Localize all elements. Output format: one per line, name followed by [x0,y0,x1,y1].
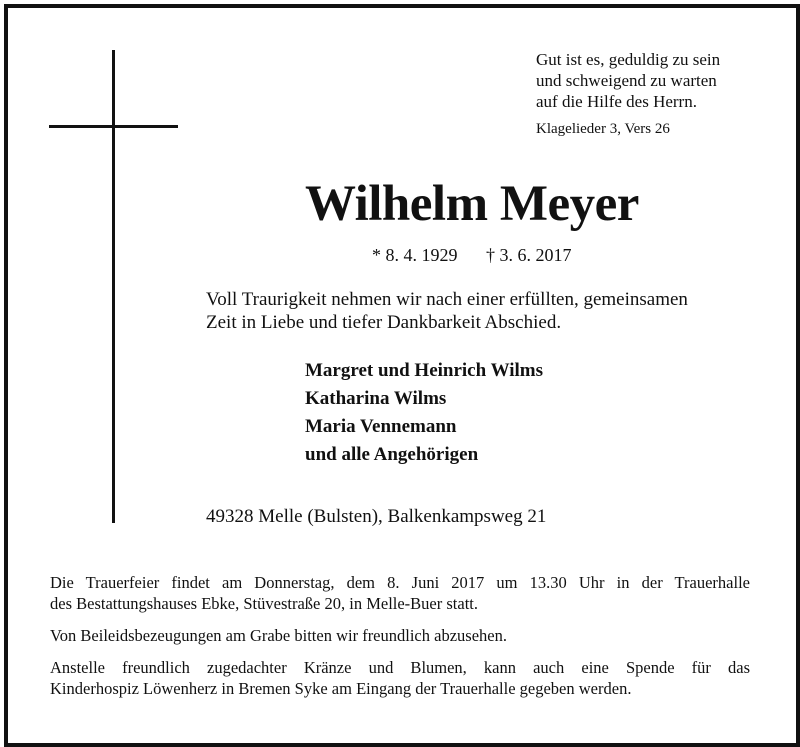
condolence-line: Von Beileidsbezeugungen am Grabe bitten wir freundlich abzusehen. [50,626,507,645]
funeral-info [50,572,750,614]
bible-quote [536,49,720,112]
quote-line: Gut ist es, geduldig zu sein [536,50,721,69]
mourners-list [305,357,543,469]
funeral-info-line: des Bestattungshauses Ebke, Stüvestraße 20, in Melle-Buer statt. [50,594,479,613]
death-date: † 3. 6. 2017 [486,245,572,265]
quote-line: und schweigend zu warten [536,71,717,90]
cross-horizontal-bar [49,125,178,128]
donation-line: Anstelle freundlich zugedachter Kränze und Blumen, kann auch eine Spende für das [50,658,750,677]
cross-vertical-bar [112,50,115,523]
mourner-name: und alle Angehörigen [305,444,479,465]
family-address: 49328 Melle (Bulsten), Balkenkampsweg 21 [206,506,547,527]
message-line: Voll Traurigkeit nehmen wir nach einer erfüllten, gemeinsamen [206,289,688,310]
farewell-message [206,288,688,334]
deceased-name: Wilhelm Meyer [305,176,639,232]
message-line: Zeit in Liebe und tiefer Dankbarkeit Abschied. [206,312,562,333]
donation-note [50,657,750,699]
condolence-note [50,625,750,646]
birth-date: * 8. 4. 1929 [372,245,458,265]
funeral-info-line: Die Trauerfeier findet am Donnerstag, dem 8. Juni 2017 um 13.30 Uhr in der Trauerhalle [50,573,750,592]
donation-line: Kinderhospiz Löwenherz in Bremen Syke am Eingang der Trauerhalle gegeben werden. [50,679,632,698]
quote-line: auf die Hilfe des Herrn. [536,92,697,111]
mourner-name: Maria Vennemann [305,416,457,437]
mourner-name: Margret und Heinrich Wilms [305,360,544,381]
funeral-details [50,572,750,710]
quote-source: Klagelieder 3, Vers 26 [536,121,670,137]
life-dates [372,245,572,266]
mourner-name: Katharina Wilms [305,388,447,409]
